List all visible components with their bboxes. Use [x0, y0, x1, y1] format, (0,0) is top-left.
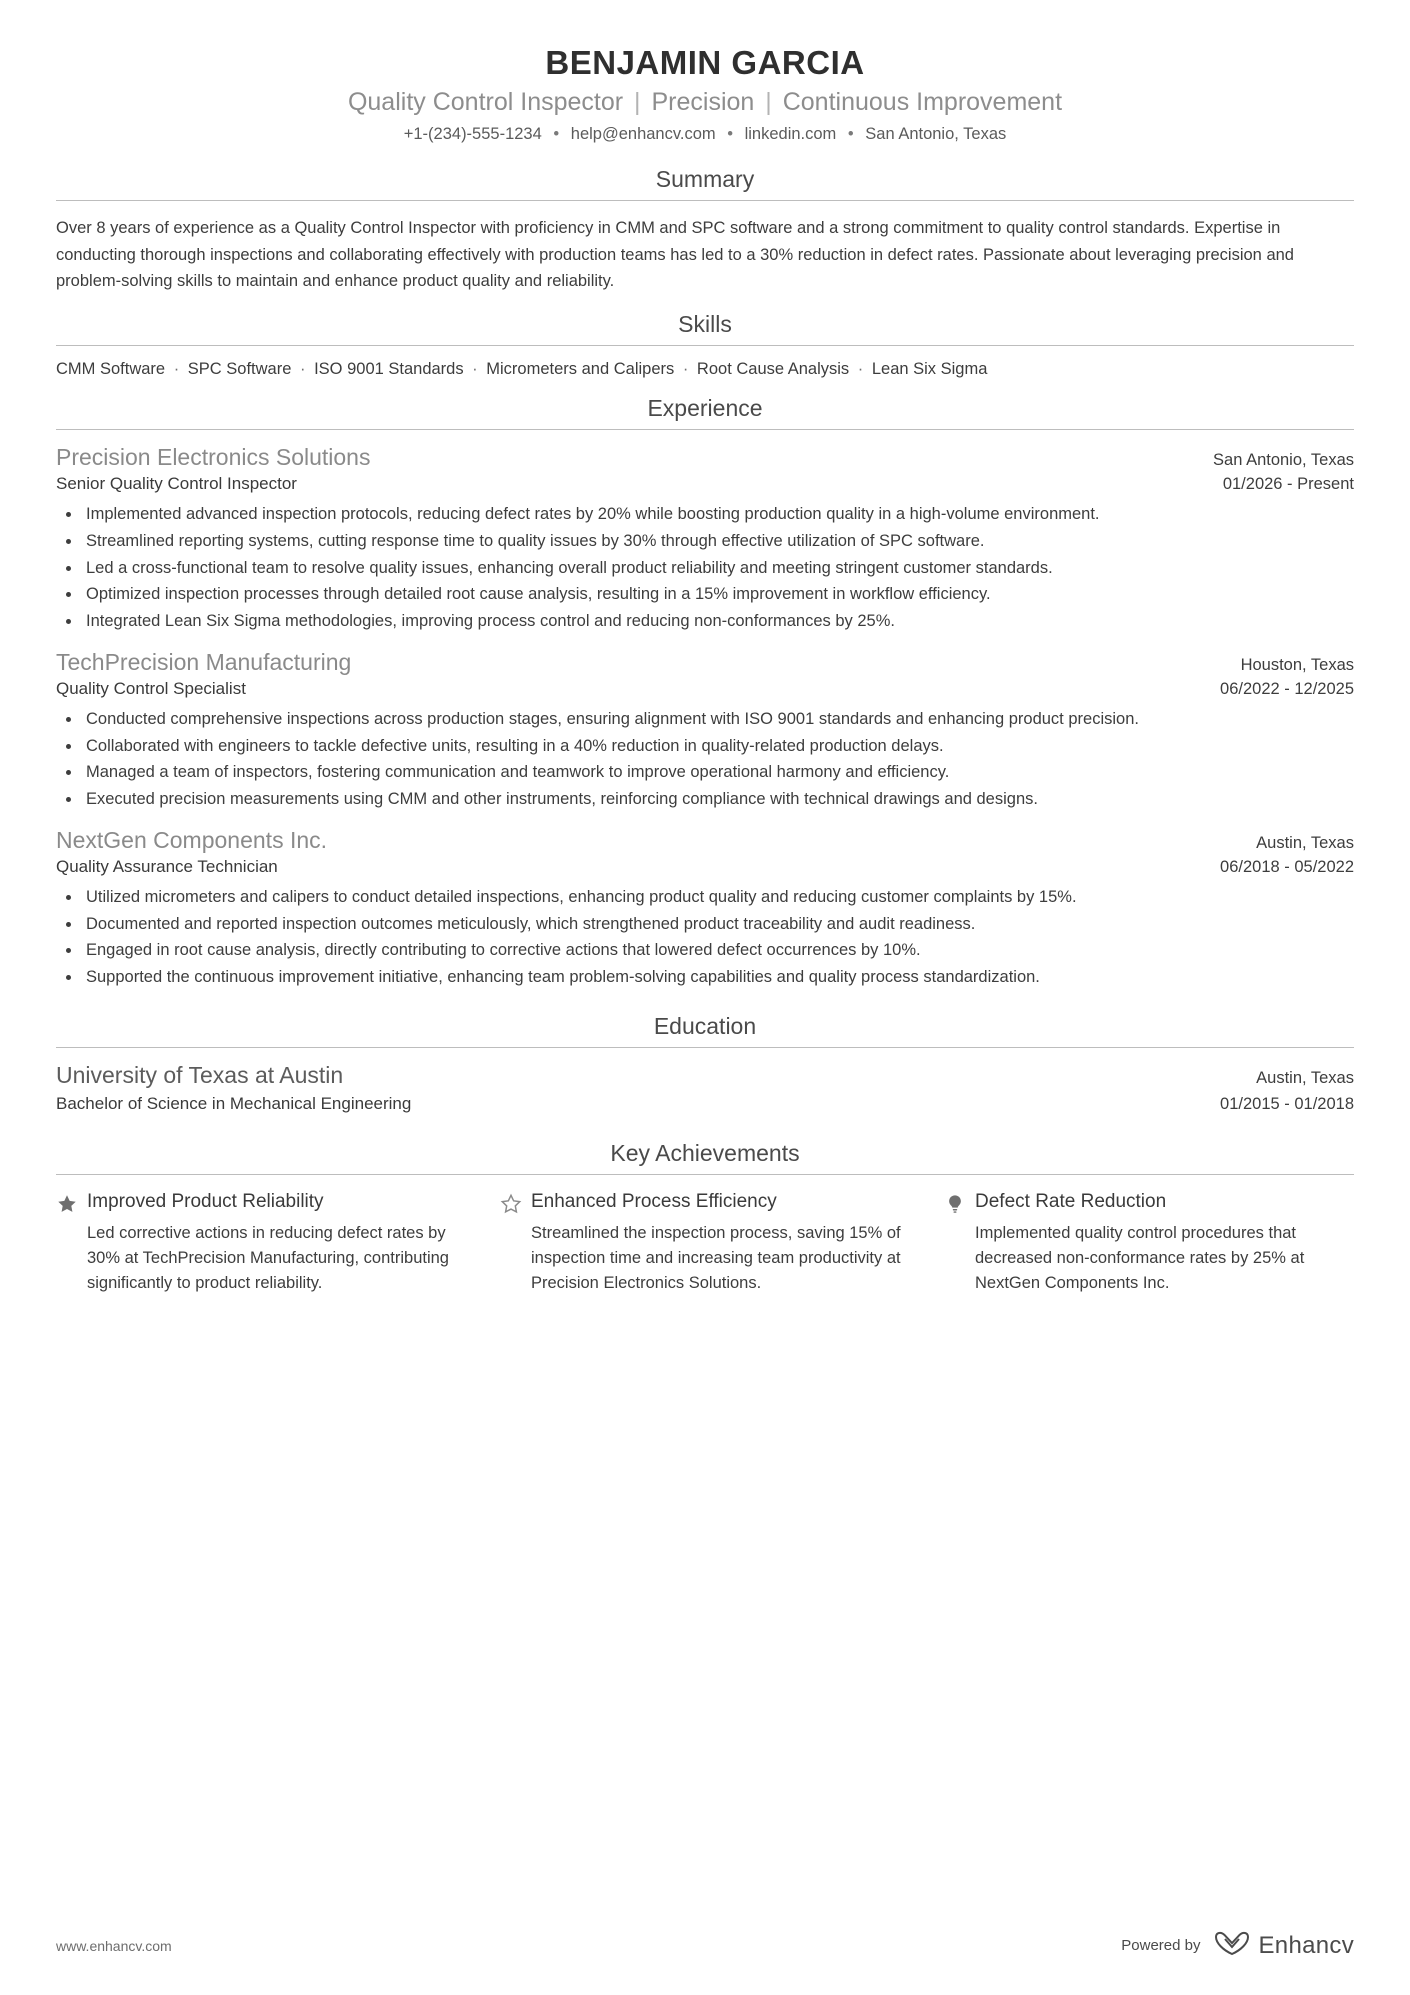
- achievement-item: [56, 1191, 466, 1296]
- achievement-item: [944, 1191, 1354, 1296]
- achievement-title: Defect Rate Reduction: [975, 1190, 1167, 1212]
- skill-separator: ·: [853, 360, 868, 379]
- job-title: Quality Assurance Technician: [56, 856, 278, 876]
- section-title-experience: Experience: [647, 395, 763, 422]
- education-entry: [56, 1062, 1354, 1114]
- job-bullet: • Integrated Lean Six Sigma methodologies, improving process control and reducing non-conformances by 25%.: [82, 609, 1354, 635]
- achievement-item: [500, 1191, 910, 1296]
- powered-by-label: Powered by: [1121, 1937, 1201, 1954]
- experience-company-row: [56, 827, 1354, 854]
- job-title: Quality Control Specialist: [56, 678, 246, 698]
- achievement-header: [944, 1191, 1354, 1215]
- skill-item: ISO 9001 Standards: [314, 360, 464, 379]
- experience-entry: [56, 827, 1354, 991]
- contact-dot-3: •: [847, 125, 854, 143]
- section-title-summary: Summary: [655, 166, 755, 192]
- headline-separator-1: |: [634, 88, 641, 116]
- skill-separator: ·: [295, 360, 311, 379]
- star-outline-icon: [500, 1191, 522, 1215]
- skill-separator: ·: [678, 360, 693, 379]
- contact-email[interactable]: help@enhancv.com: [570, 125, 716, 143]
- job-bullet-list: [56, 885, 1354, 991]
- achievement-description: Led corrective actions in reducing defect rates by 30% at TechPrecision Manufacturing, contributing significantly to product reliability.: [87, 1223, 449, 1292]
- education-degree-row: [56, 1092, 1354, 1114]
- experience-list: [56, 444, 1354, 991]
- education-dates: 01/2015 - 01/2018: [1220, 1094, 1354, 1113]
- footer-branding: [1121, 1930, 1354, 1961]
- job-bullet: • Conducted comprehensive inspections across production stages, ensuring alignment with ISO 9001 standards and enhancing product precision.: [82, 707, 1354, 733]
- skill-separator: ·: [169, 360, 184, 379]
- achievement-title: Enhanced Process Efficiency: [531, 1190, 777, 1212]
- job-dates: 06/2018 - 05/2022: [1220, 857, 1354, 876]
- section-divider: [56, 1047, 1354, 1048]
- job-dates: 06/2022 - 12/2025: [1220, 679, 1354, 698]
- job-bullet: • Documented and reported inspection outcomes meticulously, which strengthened product traceability and audit readiness.: [82, 912, 1354, 938]
- achievement-title: Improved Product Reliability: [87, 1190, 324, 1212]
- skill-item: Lean Six Sigma: [871, 360, 988, 379]
- contact-linkedin[interactable]: linkedin.com: [744, 125, 837, 143]
- job-title: Senior Quality Control Inspector: [56, 474, 297, 494]
- job-bullet: • Supported the continuous improvement initiative, enhancing team problem-solving capabilities and quality process standardization.: [82, 965, 1354, 991]
- job-bullet: • Utilized micrometers and calipers to conduct detailed inspections, enhancing product quality and reducing customer complaints by 15%.: [82, 885, 1354, 911]
- lightbulb-icon: [944, 1191, 966, 1215]
- education-school-row: [56, 1062, 1354, 1089]
- job-bullet: • Implemented advanced inspection protocols, reducing defect rates by 20% while boosting production quality in a high-volume environment.: [82, 502, 1354, 528]
- achievement-description: Implemented quality control procedures that decreased non-conformance rates by 25% at NextGen Components Inc.: [975, 1223, 1305, 1292]
- job-dates: 01/2026 - Present: [1222, 475, 1354, 494]
- section-divider: [56, 429, 1354, 430]
- brand-name: Enhancv: [1258, 1931, 1354, 1959]
- job-bullet-list: [56, 502, 1354, 635]
- experience-role-row: [56, 679, 1354, 699]
- job-bullet: • Optimized inspection processes through detailed root cause analysis, resulting in a 15% improvement in workflow efficiency.: [82, 582, 1354, 608]
- achievement-header: [500, 1191, 910, 1215]
- job-bullet-list: [56, 707, 1354, 813]
- skill-item: CMM Software: [56, 360, 166, 379]
- section-title-skills: Skills: [678, 311, 732, 338]
- enhancv-logo-icon: [1212, 1930, 1252, 1961]
- headline-part-1: Quality Control Inspector: [347, 88, 624, 116]
- school-location: Austin, Texas: [1256, 1068, 1354, 1087]
- company-name: NextGen Components Inc.: [56, 826, 328, 853]
- resume-header: [56, 44, 1354, 144]
- achievement-description: Streamlined the inspection process, saving 15% of inspection time and increasing team productivity at Precision Electronics Solutions.: [531, 1223, 901, 1292]
- job-bullet: • Managed a team of inspectors, fostering communication and teamwork to improve operational harmony and efficiency.: [82, 760, 1354, 786]
- achievements-grid: [56, 1175, 1354, 1296]
- headline-part-2: Precision: [651, 88, 755, 116]
- job-bullet: • Led a cross-functional team to resolve quality issues, enhancing overall product reliability and meeting stringent customer standards.: [82, 556, 1354, 582]
- section-summary: [56, 166, 1354, 305]
- job-bullet: • Collaborated with engineers to tackle defective units, resulting in a 40% reduction in quality-related production delays.: [82, 734, 1354, 760]
- brand-lockup: [1212, 1930, 1355, 1961]
- star-filled-icon: [56, 1191, 78, 1215]
- headline-part-3: Continuous Improvement: [782, 88, 1063, 116]
- achievement-header: [56, 1191, 466, 1215]
- skill-item: Micrometers and Calipers: [486, 360, 675, 379]
- resume-footer: [56, 1930, 1354, 1961]
- skill-item: Root Cause Analysis: [696, 360, 850, 379]
- degree-name: Bachelor of Science in Mechanical Engineering: [56, 1093, 412, 1113]
- education-list: [56, 1062, 1354, 1114]
- job-bullet: • Engaged in root cause analysis, directly contributing to corrective actions that lowered defect occurrences by 10%.: [82, 938, 1354, 964]
- skill-separator: ·: [467, 360, 483, 379]
- footer-website-link[interactable]: www.enhancv.com: [56, 1937, 172, 1954]
- job-bullet: • Executed precision measurements using CMM and other instruments, reinforcing compliance with technical drawings and designs.: [82, 787, 1354, 813]
- experience-entry: [56, 444, 1354, 635]
- bottom-spacer: [56, 1296, 1354, 1446]
- company-name: Precision Electronics Solutions: [56, 444, 371, 471]
- contact-line: [56, 125, 1354, 144]
- experience-company-row: [56, 444, 1354, 471]
- section-achievements: [56, 1140, 1354, 1296]
- section-title-achievements: Key Achievements: [610, 1139, 800, 1166]
- contact-dot-2: •: [727, 125, 733, 143]
- skill-item: SPC Software: [187, 360, 292, 379]
- headline-separator-2: |: [765, 88, 772, 116]
- experience-role-row: [56, 474, 1354, 494]
- section-experience: [56, 395, 1354, 991]
- professional-headline: [56, 88, 1354, 117]
- summary-text: Over 8 years of experience as a Quality Control Inspector with proficiency in CMM and SPC software and a strong commitment to quality control standards. Expertise in conducting thorough inspections and collaborating effectively with production teams has led to a 30% reduction in defect rates. Passionate about leveraging precision and problem-solving skills to maintain and enhance product quality and reliability.: [56, 219, 1294, 291]
- contact-dot-1: •: [553, 125, 560, 143]
- company-name: TechPrecision Manufacturing: [56, 648, 352, 675]
- experience-company-row: [56, 649, 1354, 676]
- contact-phone: +1-(234)-555-1234: [403, 125, 542, 143]
- job-bullet: • Streamlined reporting systems, cutting response time to quality issues by 30% through effective utilization of SPC software.: [82, 529, 1354, 555]
- experience-role-row: [56, 857, 1354, 877]
- section-skills: [56, 311, 1354, 389]
- school-name: University of Texas at Austin: [56, 1061, 344, 1088]
- company-location: Houston, Texas: [1240, 655, 1354, 674]
- page-title: BENJAMIN GARCIA: [545, 44, 865, 81]
- skills-list: [56, 346, 1354, 389]
- company-location: San Antonio, Texas: [1213, 451, 1354, 470]
- section-title-education: Education: [653, 1012, 757, 1039]
- contact-location: San Antonio, Texas: [865, 125, 1007, 143]
- company-location: Austin, Texas: [1256, 833, 1354, 852]
- experience-entry: [56, 649, 1354, 813]
- section-education: [56, 1013, 1354, 1114]
